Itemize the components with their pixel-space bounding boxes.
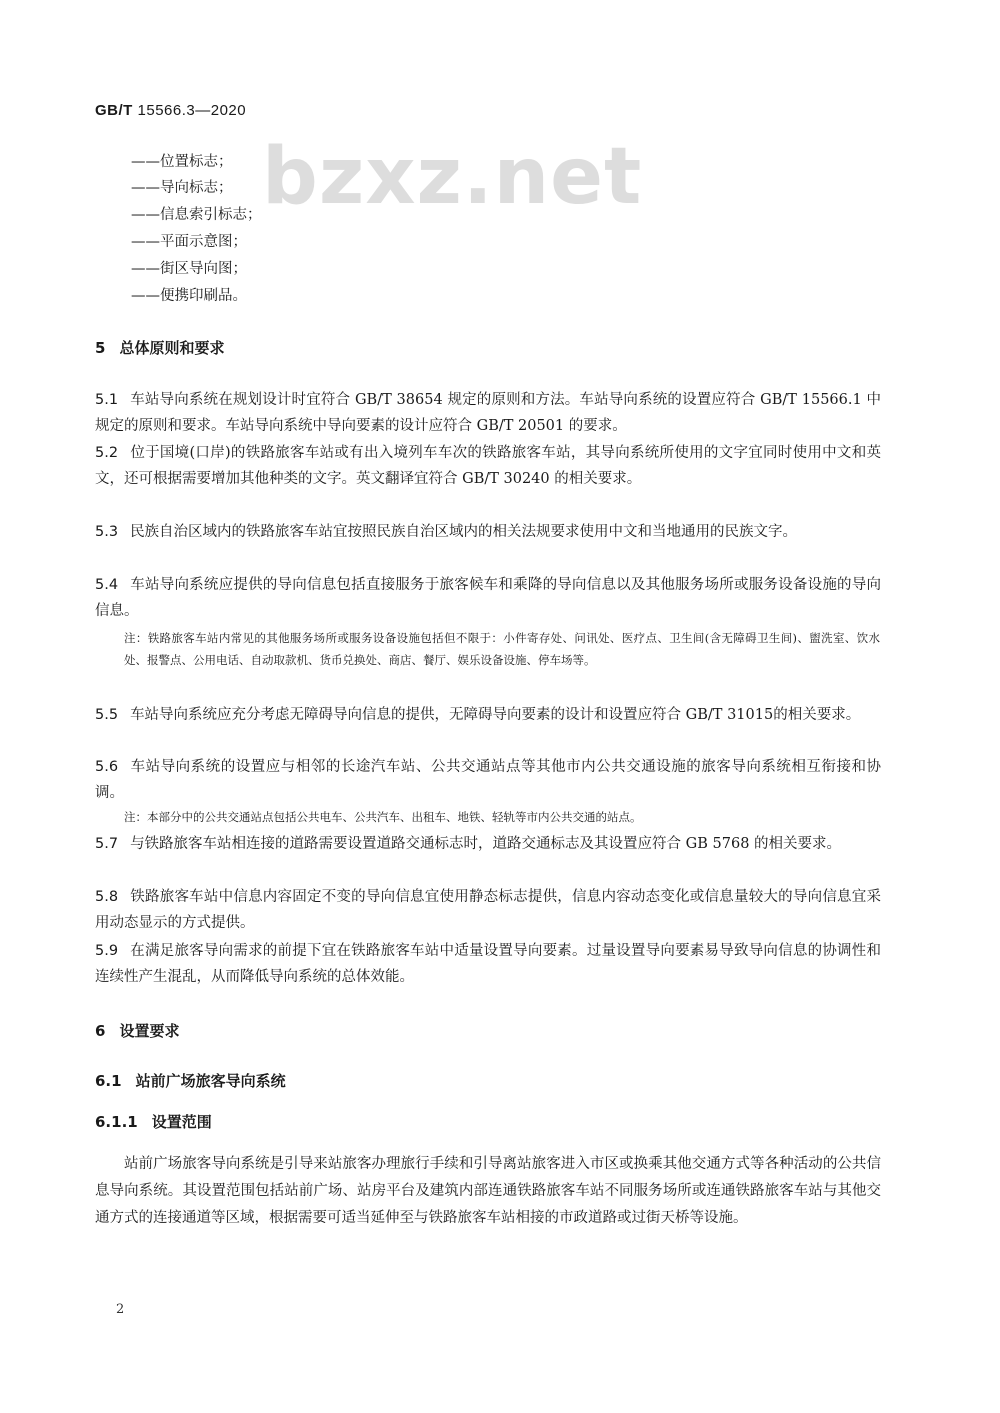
clause-text: 民族自治区域内的铁路旅客车站宜按照民族自治区域内的相关法规要求使用中文和当地通用的民族文字。 — [130, 524, 798, 540]
clause-number: 5.7 — [95, 836, 119, 852]
clause-text: 车站导向系统的设置应与相邻的长途汽车站、公共交通站点等其他市内公共交通设施的旅客导向系统相互衔接和协调。 — [95, 759, 881, 801]
section-title: 设置要求 — [119, 1022, 180, 1040]
section-heading — [95, 1021, 179, 1041]
clause — [95, 440, 881, 492]
list-item: ——位置标志； — [131, 154, 233, 170]
note: 注：本部分中的公共交通站点包括公共电车、公共汽车、出租车、地铁、轻轨等市内公共交通的站点。 — [124, 810, 642, 824]
clause-number: 5.1 — [95, 392, 119, 408]
clause-text: 位于国境(口岸)的铁路旅客车站或有出入境列车车次的铁路旅客车站，其导向系统所使用的文字宜同时使用中文和英文，还可根据需要增加其他种类的文字。英文翻译宜符合 GB/T 30240 的相关要求。 — [95, 445, 881, 487]
subsection-heading — [95, 1071, 286, 1091]
clause — [95, 519, 881, 545]
clause-text: 在满足旅客导向需求的前提下宜在铁路旅客车站中适量设置导向要素。过量设置导向要素易导致导向信息的协调性和连续性产生混乱，从而降低导向系统的总体效能。 — [95, 943, 881, 985]
clause — [95, 754, 881, 806]
clause-number: 5.5 — [95, 707, 119, 723]
section-number: 5 — [95, 339, 106, 357]
note: 注：铁路旅客车站内常见的其他服务场所或服务设备设施包括但不限于：小件寄存处、问讯处、医疗点、卫生间(含无障碍卫生间)、盥洗室、饮水处、报警点、公用电话、自动取款机、货币兑换处、商店、餐厅、娱乐设备设施、停车场等。 — [124, 631, 880, 667]
clause — [95, 938, 881, 990]
section-title: 总体原则和要求 — [119, 339, 225, 357]
clause-text: 车站导向系统应充分考虑无障碍导向信息的提供，无障碍导向要素的设计和设置应符合 GB/T 31015的相关要求。 — [130, 707, 861, 723]
subsubsection-title: 设置范围 — [151, 1113, 212, 1131]
clause-number: 5.9 — [95, 943, 119, 959]
subsection-number: 6.1 — [95, 1072, 122, 1090]
clause-text: 车站导向系统应提供的导向信息包括直接服务于旅客候车和乘降的导向信息以及其他服务场所或服务设备设施的导向信息。 — [95, 577, 881, 619]
clause — [95, 387, 881, 439]
document-header — [95, 102, 246, 119]
subsubsection-number: 6.1.1 — [95, 1113, 138, 1131]
subsubsection-heading — [95, 1112, 212, 1132]
page-number: 2 — [116, 1302, 125, 1317]
list-item: ——街区导向图； — [131, 261, 247, 277]
list-item: ——导向标志； — [131, 180, 233, 196]
standard-prefix: GB/T — [95, 102, 133, 119]
list-item: ——信息索引标志； — [131, 207, 262, 223]
clause-number: 5.8 — [95, 889, 119, 905]
clause — [95, 572, 881, 624]
clause — [95, 831, 881, 857]
clause-text: 车站导向系统在规划设计时宜符合 GB/T 38654 规定的原则和方法。车站导向系统的设置应符合 GB/T 15566.1 中规定的原则和要求。车站导向系统中导向要素的设计应符合 GB/T 20501 的要求。 — [95, 392, 881, 434]
watermark: bzxz.net — [262, 132, 643, 222]
clause-number: 5.3 — [95, 524, 119, 540]
list-item: ——平面示意图； — [131, 234, 247, 250]
list-item: ——便携印刷品。 — [131, 288, 247, 304]
body-paragraph: 站前广场旅客导向系统是引导来站旅客办理旅行手续和引导离站旅客进入市区或换乘其他交通方式等各种活动的公共信息导向系统。其设置范围包括站前广场、站房平台及建筑内部连通铁路旅客车站不同服务场所或连通铁路旅客车站与其他交通方式的连接通道等区域，根据需要可适当延伸至与铁路旅客车站相接的市政道路或过街天桥等设施。 — [95, 1156, 881, 1226]
section-number: 6 — [95, 1022, 106, 1040]
clause-number: 5.2 — [95, 445, 119, 461]
section-heading — [95, 338, 224, 358]
standard-number: 15566.3—2020 — [137, 102, 247, 119]
clause-number: 5.6 — [95, 759, 119, 775]
clause-text: 与铁路旅客车站相连接的道路需要设置道路交通标志时，道路交通标志及其设置应符合 GB 5768 的相关要求。 — [130, 836, 842, 852]
clause-number: 5.4 — [95, 577, 119, 593]
clause-text: 铁路旅客车站中信息内容固定不变的导向信息宜使用静态标志提供，信息内容动态变化或信息量较大的导向信息宜采用动态显示的方式提供。 — [95, 889, 881, 931]
subsection-title: 站前广场旅客导向系统 — [135, 1072, 286, 1090]
clause — [95, 702, 881, 728]
clause — [95, 884, 881, 936]
